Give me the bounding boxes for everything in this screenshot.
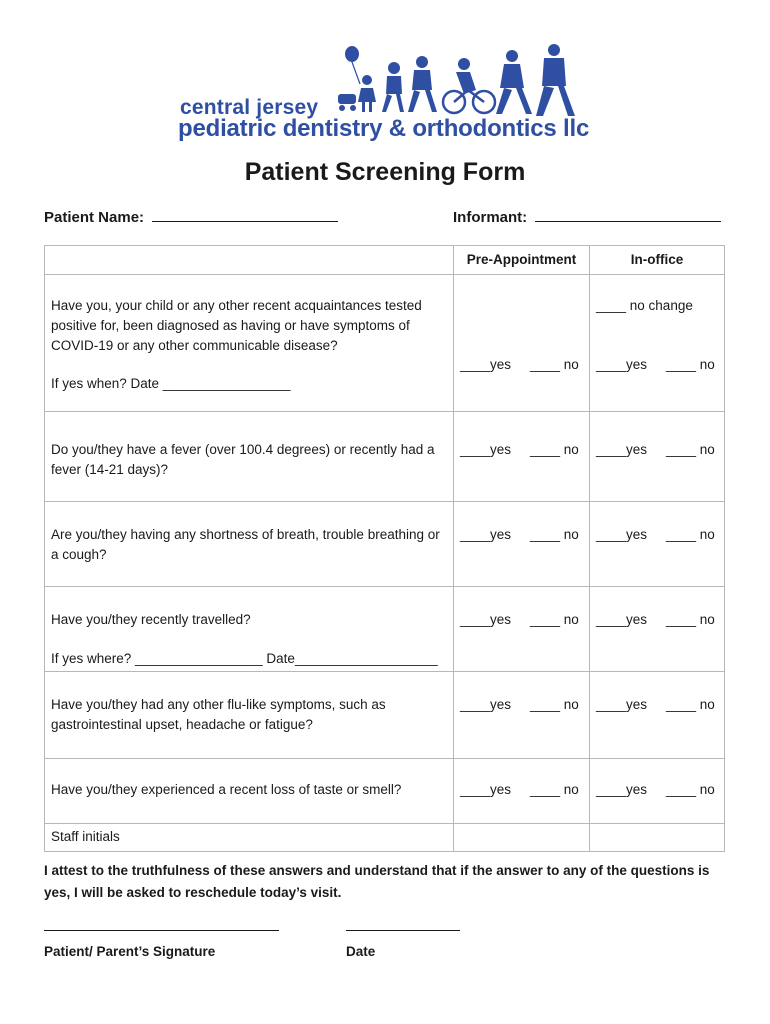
q1-office-yes[interactable]: ____yes — [596, 357, 648, 372]
question-5-text: Have you/they had any other flu-like symptoms, such as gastrointestinal upset, headache or fatigue? — [51, 697, 386, 732]
q6-pre-no[interactable]: ____ no — [530, 782, 579, 797]
q4-office-no[interactable]: ____ no — [666, 612, 715, 627]
q3-pre-no[interactable]: ____ no — [530, 527, 579, 542]
practice-logo — [176, 44, 596, 144]
question-1-text: Have you, your child or any other recent acquaintances tested positive for, been diagnosed as having or have symptoms of COVID-19 or any other communicable disease? — [51, 298, 422, 353]
question-1-date-line[interactable]: If yes when? Date _________________ — [51, 376, 291, 391]
q3-office-no[interactable]: ____ no — [666, 527, 715, 542]
col-header-pre-appointment: Pre-Appointment — [466, 252, 577, 267]
question-3-text: Are you/they having any shortness of breath, trouble breathing or a cough? — [51, 527, 440, 562]
date-label: Date — [346, 944, 376, 959]
q5-pre-yes[interactable]: ____yes — [460, 697, 512, 712]
attestation-text: I attest to the truthfulness of these answers and understand that if the answer to any of the questions is yes, I will be asked to reschedule today’s visit. — [44, 863, 710, 900]
col-header-in-office: In-office — [630, 252, 684, 267]
q2-pre-no[interactable]: ____ no — [530, 442, 579, 457]
q6-office-no[interactable]: ____ no — [666, 782, 715, 797]
staff-initials-label: Staff initials — [51, 829, 120, 844]
q3-pre-yes[interactable]: ____yes — [460, 527, 512, 542]
logo-text-line2: pediatric dentistry & orthodontics llc — [178, 115, 590, 142]
q5-pre-no[interactable]: ____ no — [530, 697, 579, 712]
patient-name-blank[interactable] — [152, 208, 338, 222]
date-line[interactable] — [346, 930, 460, 931]
question-6-text: Have you/they experienced a recent loss of taste or smell? — [51, 782, 402, 797]
q1-pre-yes[interactable]: ____yes — [460, 357, 512, 372]
page-title: Patient Screening Form — [244, 158, 526, 186]
patient-name-label: Patient Name: — [44, 209, 145, 226]
informant-label: Informant: — [453, 209, 528, 226]
q1-pre-no[interactable]: ____ no — [530, 357, 579, 372]
q2-office-no[interactable]: ____ no — [666, 442, 715, 457]
question-2-text: Do you/they have a fever (over 100.4 degrees) or recently had a fever (14-21 days)? — [51, 442, 435, 477]
informant-field[interactable] — [453, 208, 721, 226]
q6-pre-yes[interactable]: ____yes — [460, 782, 512, 797]
staff-initials-pre-cell[interactable] — [454, 824, 589, 851]
staff-initials-office-cell[interactable] — [590, 824, 724, 851]
question-4-text: Have you/they recently travelled? — [51, 612, 251, 627]
q2-pre-yes[interactable]: ____yes — [460, 442, 512, 457]
q4-office-yes[interactable]: ____yes — [596, 612, 648, 627]
informant-blank[interactable] — [535, 208, 721, 222]
screening-table — [44, 245, 725, 852]
q4-pre-no[interactable]: ____ no — [530, 612, 579, 627]
q4-pre-yes[interactable]: ____yes — [460, 612, 512, 627]
q6-office-yes[interactable]: ____yes — [596, 782, 648, 797]
signature-line[interactable] — [44, 930, 279, 931]
signature-label: Patient/ Parent’s Signature — [44, 944, 216, 959]
q5-office-yes[interactable]: ____yes — [596, 697, 648, 712]
q5-office-no[interactable]: ____ no — [666, 697, 715, 712]
q1-office-no[interactable]: ____ no — [666, 357, 715, 372]
patient-name-field[interactable] — [44, 208, 338, 226]
question-4-where-date-line[interactable]: If yes where? _________________ Date___________________ — [51, 651, 438, 666]
q3-office-yes[interactable]: ____yes — [596, 527, 648, 542]
family-silhouette-icon — [336, 44, 596, 116]
q2-office-yes[interactable]: ____yes — [596, 442, 648, 457]
logo-text-line1: central jersey — [180, 96, 319, 119]
q1-office-no-change[interactable]: ____ no change — [596, 298, 693, 313]
